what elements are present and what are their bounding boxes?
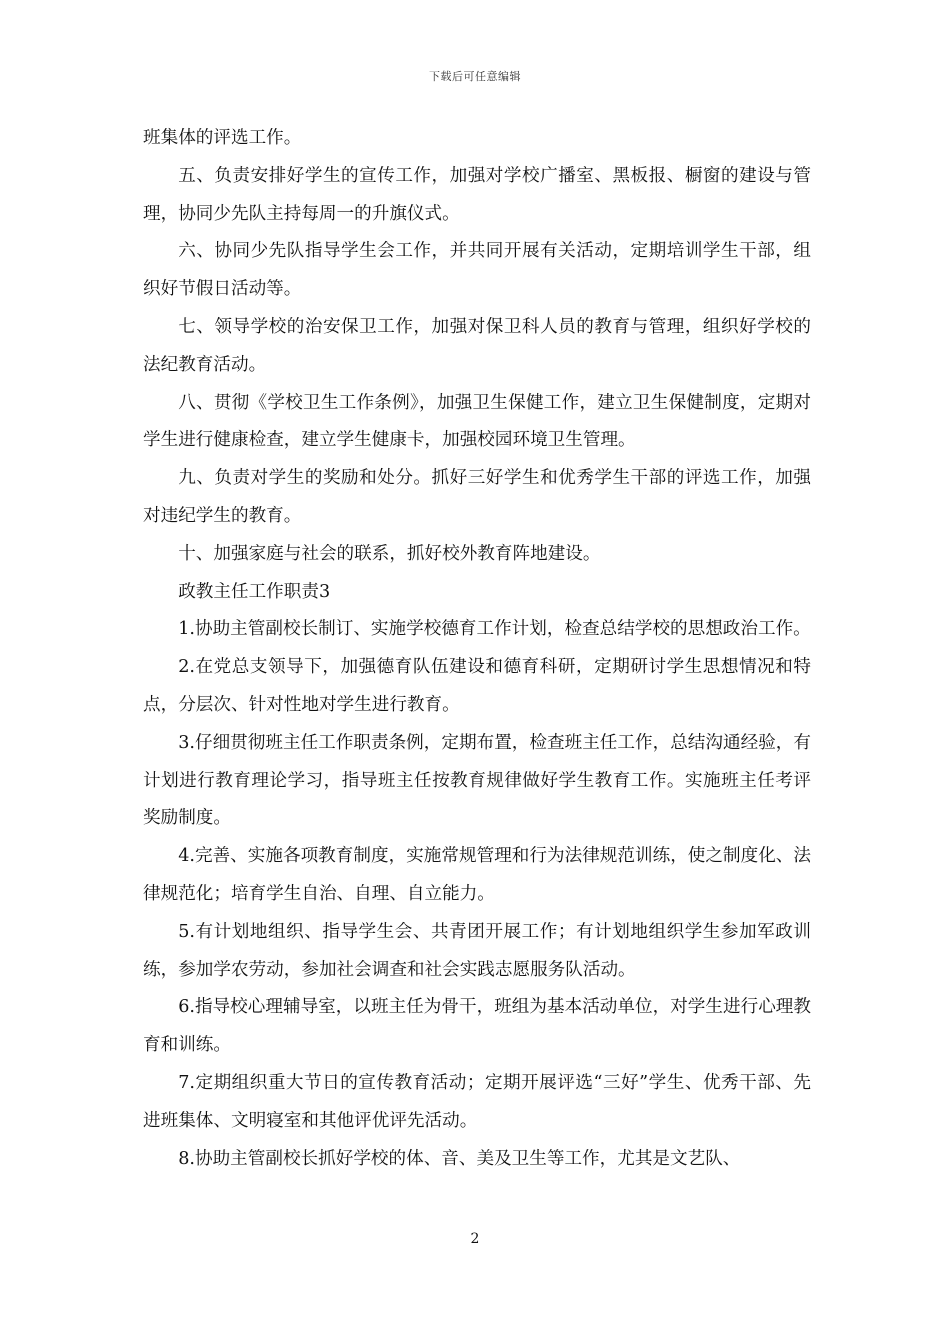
paragraph: 2.在党总支领导下，加强德育队伍建设和德育科研，定期研讨学生思想情况和特点，分层次、针对性地对学生进行教育。 [143,657,811,715]
paragraph: 班集体的评选工作。 [143,128,302,148]
paragraph: 六、协同少先队指导学生会工作，并共同开展有关活动，定期培训学生干部，组织好节假日活动等。 [143,241,811,300]
paragraph: 八、贯彻《学校卫生工作条例》，加强卫生保健工作，建立卫生保健制度，定期对学生进行健康检查，建立学生健康卡，加强校园环境卫生管理。 [143,392,811,451]
section-heading: 政教主任工作职责3 [178,581,331,602]
paragraph: 五、负责安排好学生的宣传工作，加强对学校广播室、黑板报、橱窗的建设与管理，协同少先队主持每周一的升旗仪式。 [143,165,811,224]
document-body [143,120,811,1178]
paragraph: 九、负责对学生的奖励和处分。抓好三好学生和优秀学生干部的评选工作，加强对违纪学生的教育。 [143,468,811,526]
paragraph: 6.指导校心理辅导室，以班主任为骨干，班组为基本活动单位，对学生进行心理教育和训练。 [143,997,811,1056]
page-number: 2 [470,1231,480,1247]
paragraph: 7.定期组织重大节日的宣传教育活动；定期开展评选“三好”学生、优秀干部、先进班集体、文明寝室和其他评优评先活动。 [143,1072,811,1131]
paragraph: 4.完善、实施各项教育制度，实施常规管理和行为法律规范训练，使之制度化、法律规范化；培育学生自治、自理、自立能力。 [143,846,811,904]
page-header-note: 下载后可任意编辑 [429,70,521,83]
paragraph: 1.协助主管副校长制订、实施学校德育工作计划，检查总结学校的思想政治工作。 [178,619,811,640]
paragraph: 8.协助主管副校长抓好学校的体、音、美及卫生等工作，尤其是文艺队、 [178,1148,741,1169]
paragraph: 3.仔细贯彻班主任工作职责条例，定期布置，检查班主任工作，总结沟通经验，有计划进行教育理论学习，指导班主任按教育规律做好学生教育工作。实施班主任考评奖励制度。 [143,732,811,829]
paragraph: 十、加强家庭与社会的联系，抓好校外教育阵地建设。 [178,543,601,564]
paragraph: 5.有计划地组织、指导学生会、共青团开展工作；有计划地组织学生参加军政训练，参加学农劳动，参加社会调查和社会实践志愿服务队活动。 [143,921,811,980]
paragraph: 七、领导学校的治安保卫工作，加强对保卫科人员的教育与管理，组织好学校的法纪教育活动。 [143,316,811,375]
